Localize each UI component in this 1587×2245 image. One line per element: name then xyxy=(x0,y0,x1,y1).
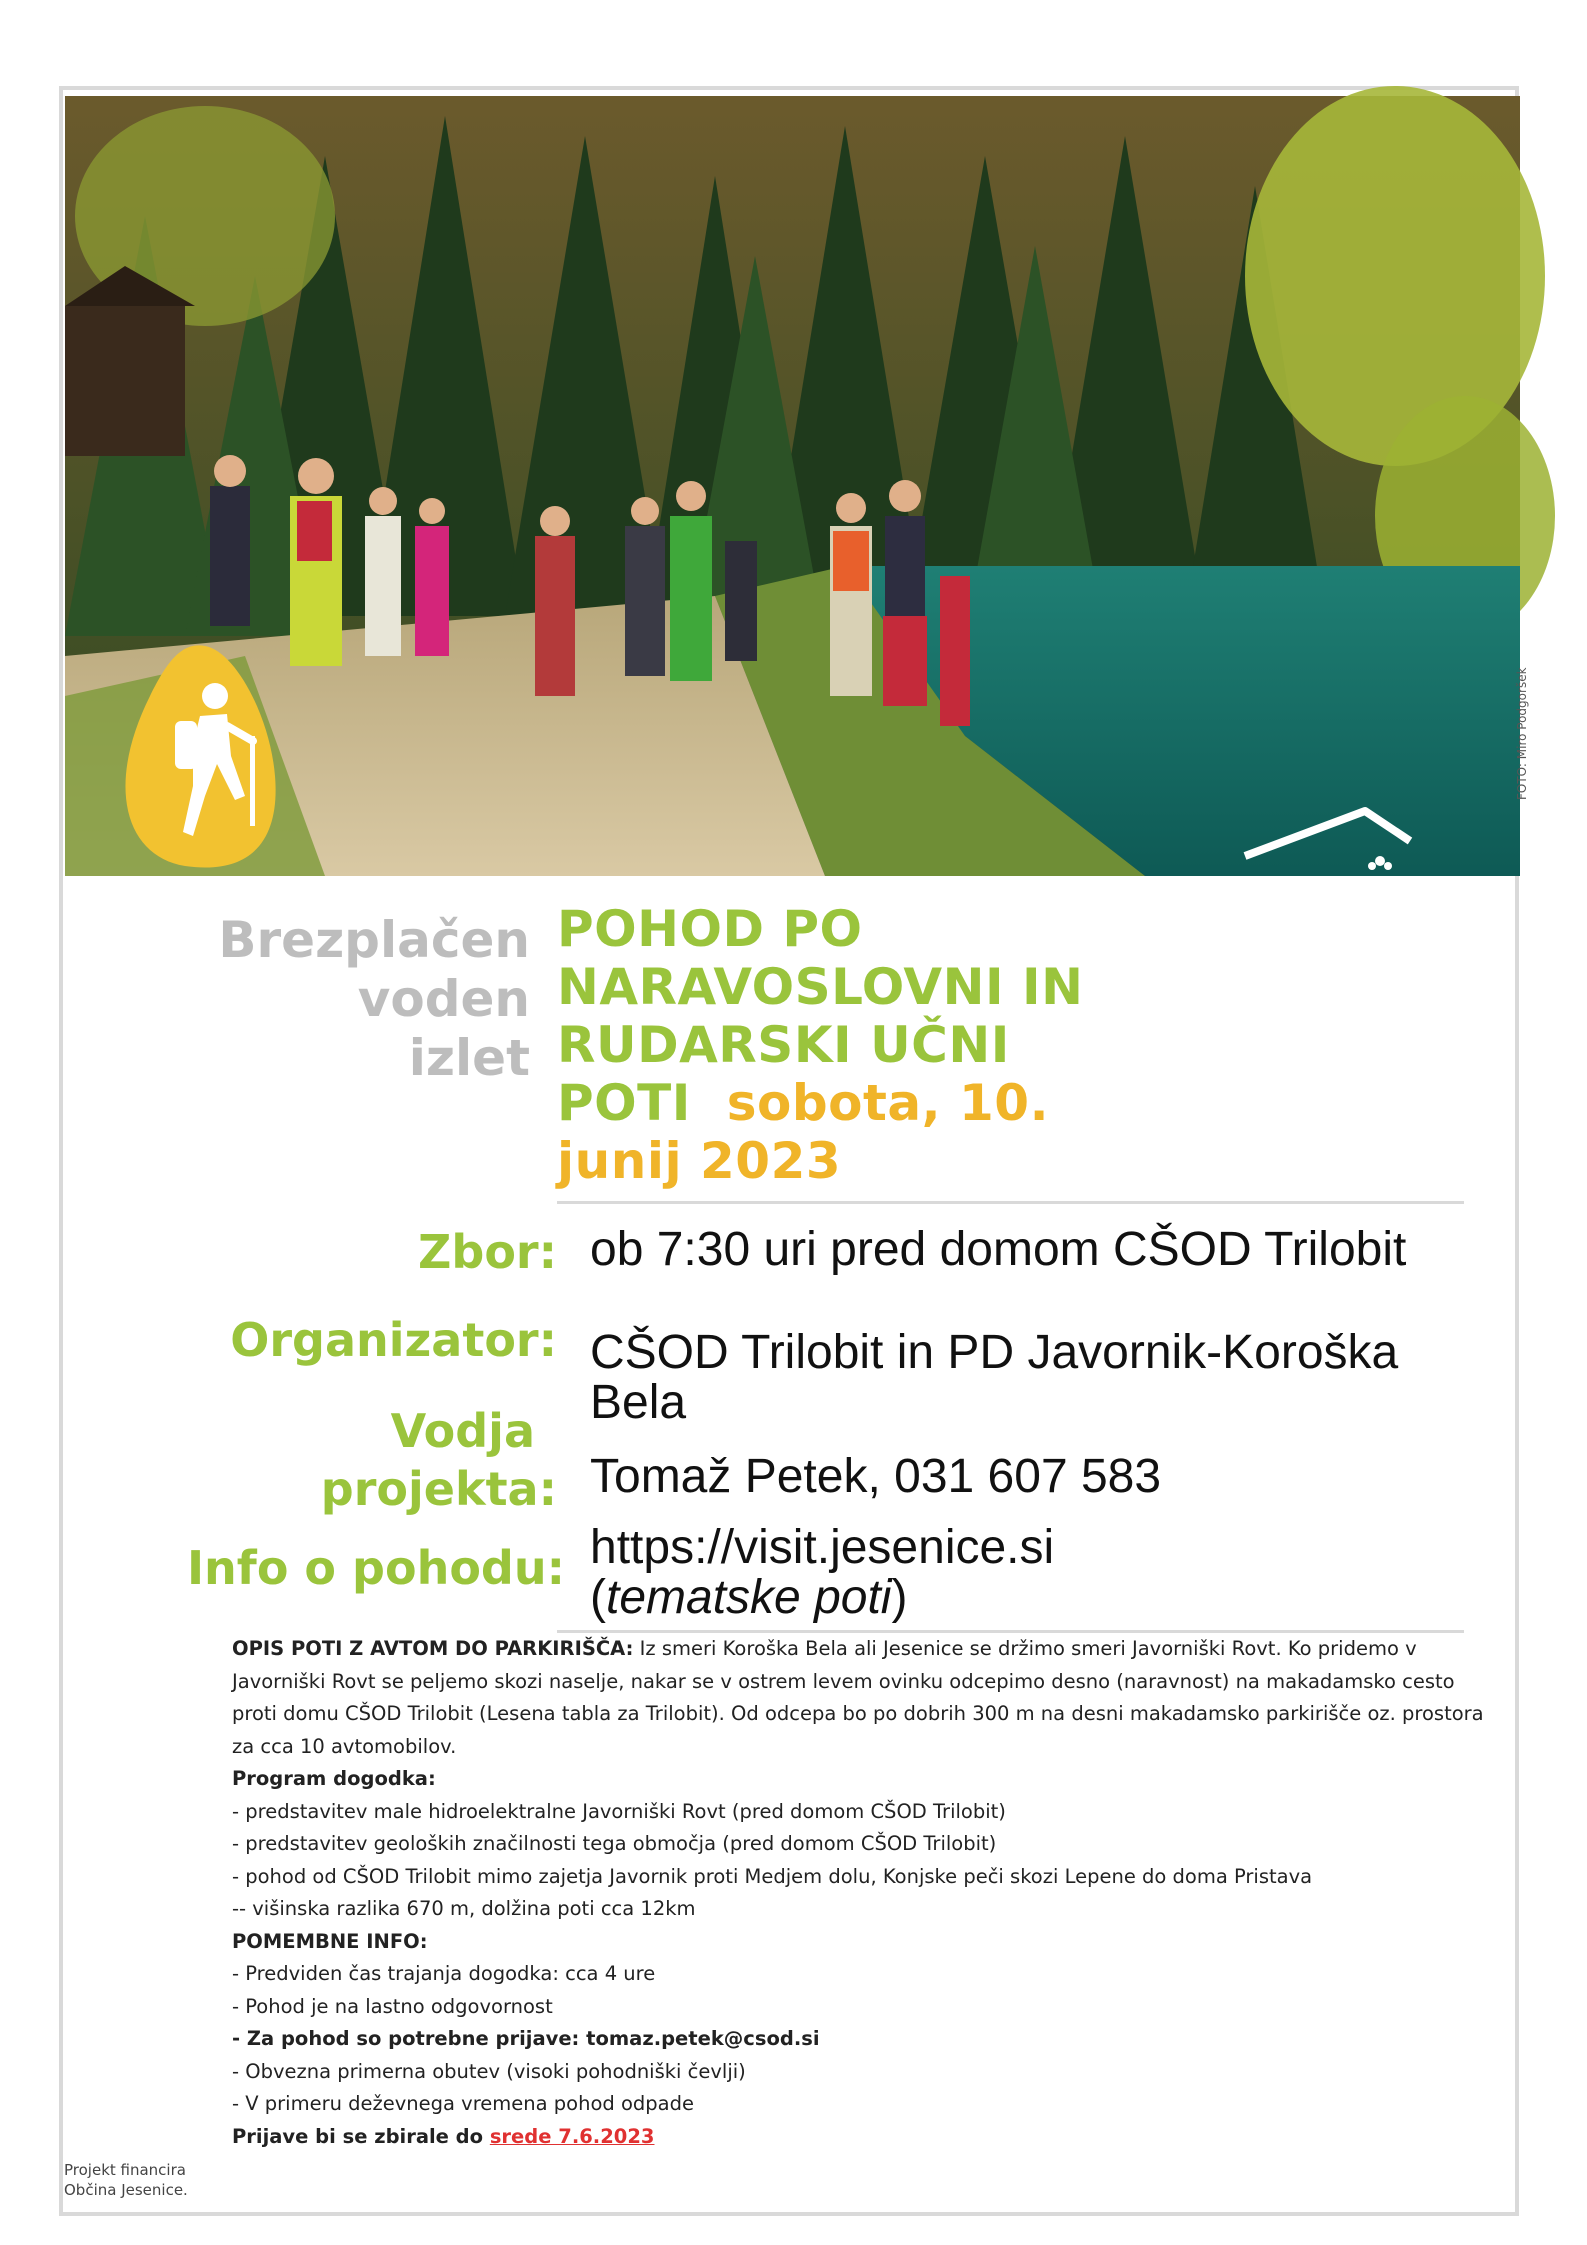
label-zbor: Zbor: xyxy=(418,1225,557,1279)
title-line-1: POHOD PO xyxy=(557,900,863,958)
heading-free-line1: Brezplačen xyxy=(218,911,530,969)
info-paren-text: tematske poti xyxy=(605,1571,892,1624)
important-info-item: - Obvezna primerna obutev (visoki pohodniški čevlji) xyxy=(232,2059,746,2083)
info-url-link[interactable]: https://visit.jesenice.si xyxy=(590,1521,1055,1574)
label-vodja-line2: projekta: xyxy=(320,1462,557,1516)
event-date-part1: sobota, 10. xyxy=(726,1074,1050,1132)
program-item: - predstavitev male hidroelektralne Javorniški Rovt (pred domom CŠOD Trilobit) xyxy=(232,1799,1006,1823)
title-line-2: NARAVOSLOVNI IN xyxy=(557,958,1084,1016)
title-line-3: RUDARSKI UČNI xyxy=(557,1016,1010,1074)
svg-text:Jesenice: Jesenice xyxy=(1188,867,1458,935)
info-paren-close: ) xyxy=(891,1571,908,1624)
value-organizator: CŠOD Trilobit in PD Javornik-Koroška Bela xyxy=(590,1326,1399,1429)
photo-credit: FOTO: Miro Podgoršek xyxy=(1515,667,1529,800)
important-info-item: - Predviden čas trajanja dogodka: cca 4 ure xyxy=(232,1962,656,1985)
route-description xyxy=(232,1633,1492,1763)
event-details xyxy=(232,1633,1492,2153)
funding-line-2: Občina Jesenice. xyxy=(64,2181,188,2199)
important-info-item: - Pohod je na lastno odgovornost xyxy=(232,1994,553,2018)
route-description-text: Iz smeri Koroška Bela ali Jesenice se držimo smeri Javorniški Rovt. Ko pridemo v Javorniški Rovt se peljemo skozi naselje, nakar se v ostrem levem ovinku odcepimo desno (naravnost) na makadamsko cesto proti domu CŠOD Trilobit (Lesena tabla za Trilobit). Od odcepa bo po dobrih 300 m na desni makadamsko parkirišče oz. prostora za cca 10 avtomobilov. xyxy=(232,1637,1484,1758)
program-item: - pohod od CŠOD Trilobit mimo zajetja Javornik proti Medjem dolu, Konjske peči skozi Lepene do doma Pristava xyxy=(232,1864,1313,1888)
registration-email-line: - Za pohod so potrebne prijave: tomaz.petek@csod.si xyxy=(232,2027,820,2050)
funding-note xyxy=(64,2160,224,2200)
heading-free-line2: voden xyxy=(357,970,530,1028)
info-paren-open: ( xyxy=(590,1571,606,1624)
route-description-title: OPIS POTI Z AVTOM DO PARKIRIŠČA: xyxy=(232,1637,634,1660)
program-item: -- višinska razlika 670 m, dolžina poti cca 12km xyxy=(232,1897,696,1920)
value-vodja: Tomaž Petek, 031 607 583 xyxy=(590,1450,1162,1503)
heading-free-line3: izlet xyxy=(408,1029,530,1087)
important-info-title: POMEMBNE INFO: xyxy=(232,1929,428,1953)
event-title xyxy=(557,900,1257,1190)
label-organizator: Organizator: xyxy=(230,1313,557,1367)
value-zbor: ob 7:30 uri pred domom CŠOD Trilobit xyxy=(590,1223,1407,1276)
value-info xyxy=(590,1523,1490,1623)
program-title: Program dogodka: xyxy=(232,1767,436,1790)
divider-top xyxy=(557,1201,1464,1204)
program-item: - predstavitev geoloških značilnosti tega območja (pred domom CŠOD Trilobit) xyxy=(232,1832,997,1855)
label-vodja-line1: Vodja xyxy=(390,1404,535,1458)
important-info-item: - V primeru deževnega vremena pohod odpade xyxy=(232,2092,694,2115)
event-date-part2: junij 2023 xyxy=(557,1132,842,1190)
funding-line-1: Projekt financira xyxy=(64,2161,186,2179)
registration-deadline-date[interactable]: srede 7.6.2023 xyxy=(489,2124,655,2148)
title-line-4: POTI xyxy=(557,1074,691,1132)
registration-deadline-label: Prijave bi se zbirale do xyxy=(232,2124,490,2148)
label-info: Info o pohodu: xyxy=(186,1541,565,1595)
